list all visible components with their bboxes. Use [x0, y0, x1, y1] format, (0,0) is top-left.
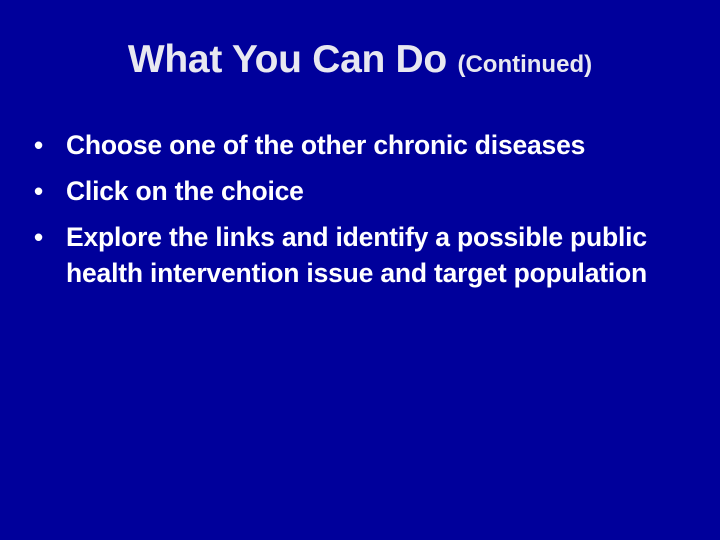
list-item — [34, 220, 694, 290]
bullet-icon: • — [34, 222, 44, 253]
page-title-suffix: (Continued) — [457, 51, 593, 78]
page-title — [0, 38, 720, 82]
bullet-list — [34, 128, 694, 302]
list-item-text: Choose one of the other chronic diseases — [66, 130, 586, 160]
list-item — [34, 128, 694, 163]
list-item — [34, 174, 694, 209]
bullet-icon: • — [34, 176, 44, 207]
list-item-text: Explore the links and identify a possible public health intervention issue and target population — [66, 222, 648, 288]
bullet-icon: • — [34, 130, 44, 160]
list-item-text: Click on the choice — [66, 176, 304, 207]
page-title-main: What You Can Do — [127, 38, 458, 81]
